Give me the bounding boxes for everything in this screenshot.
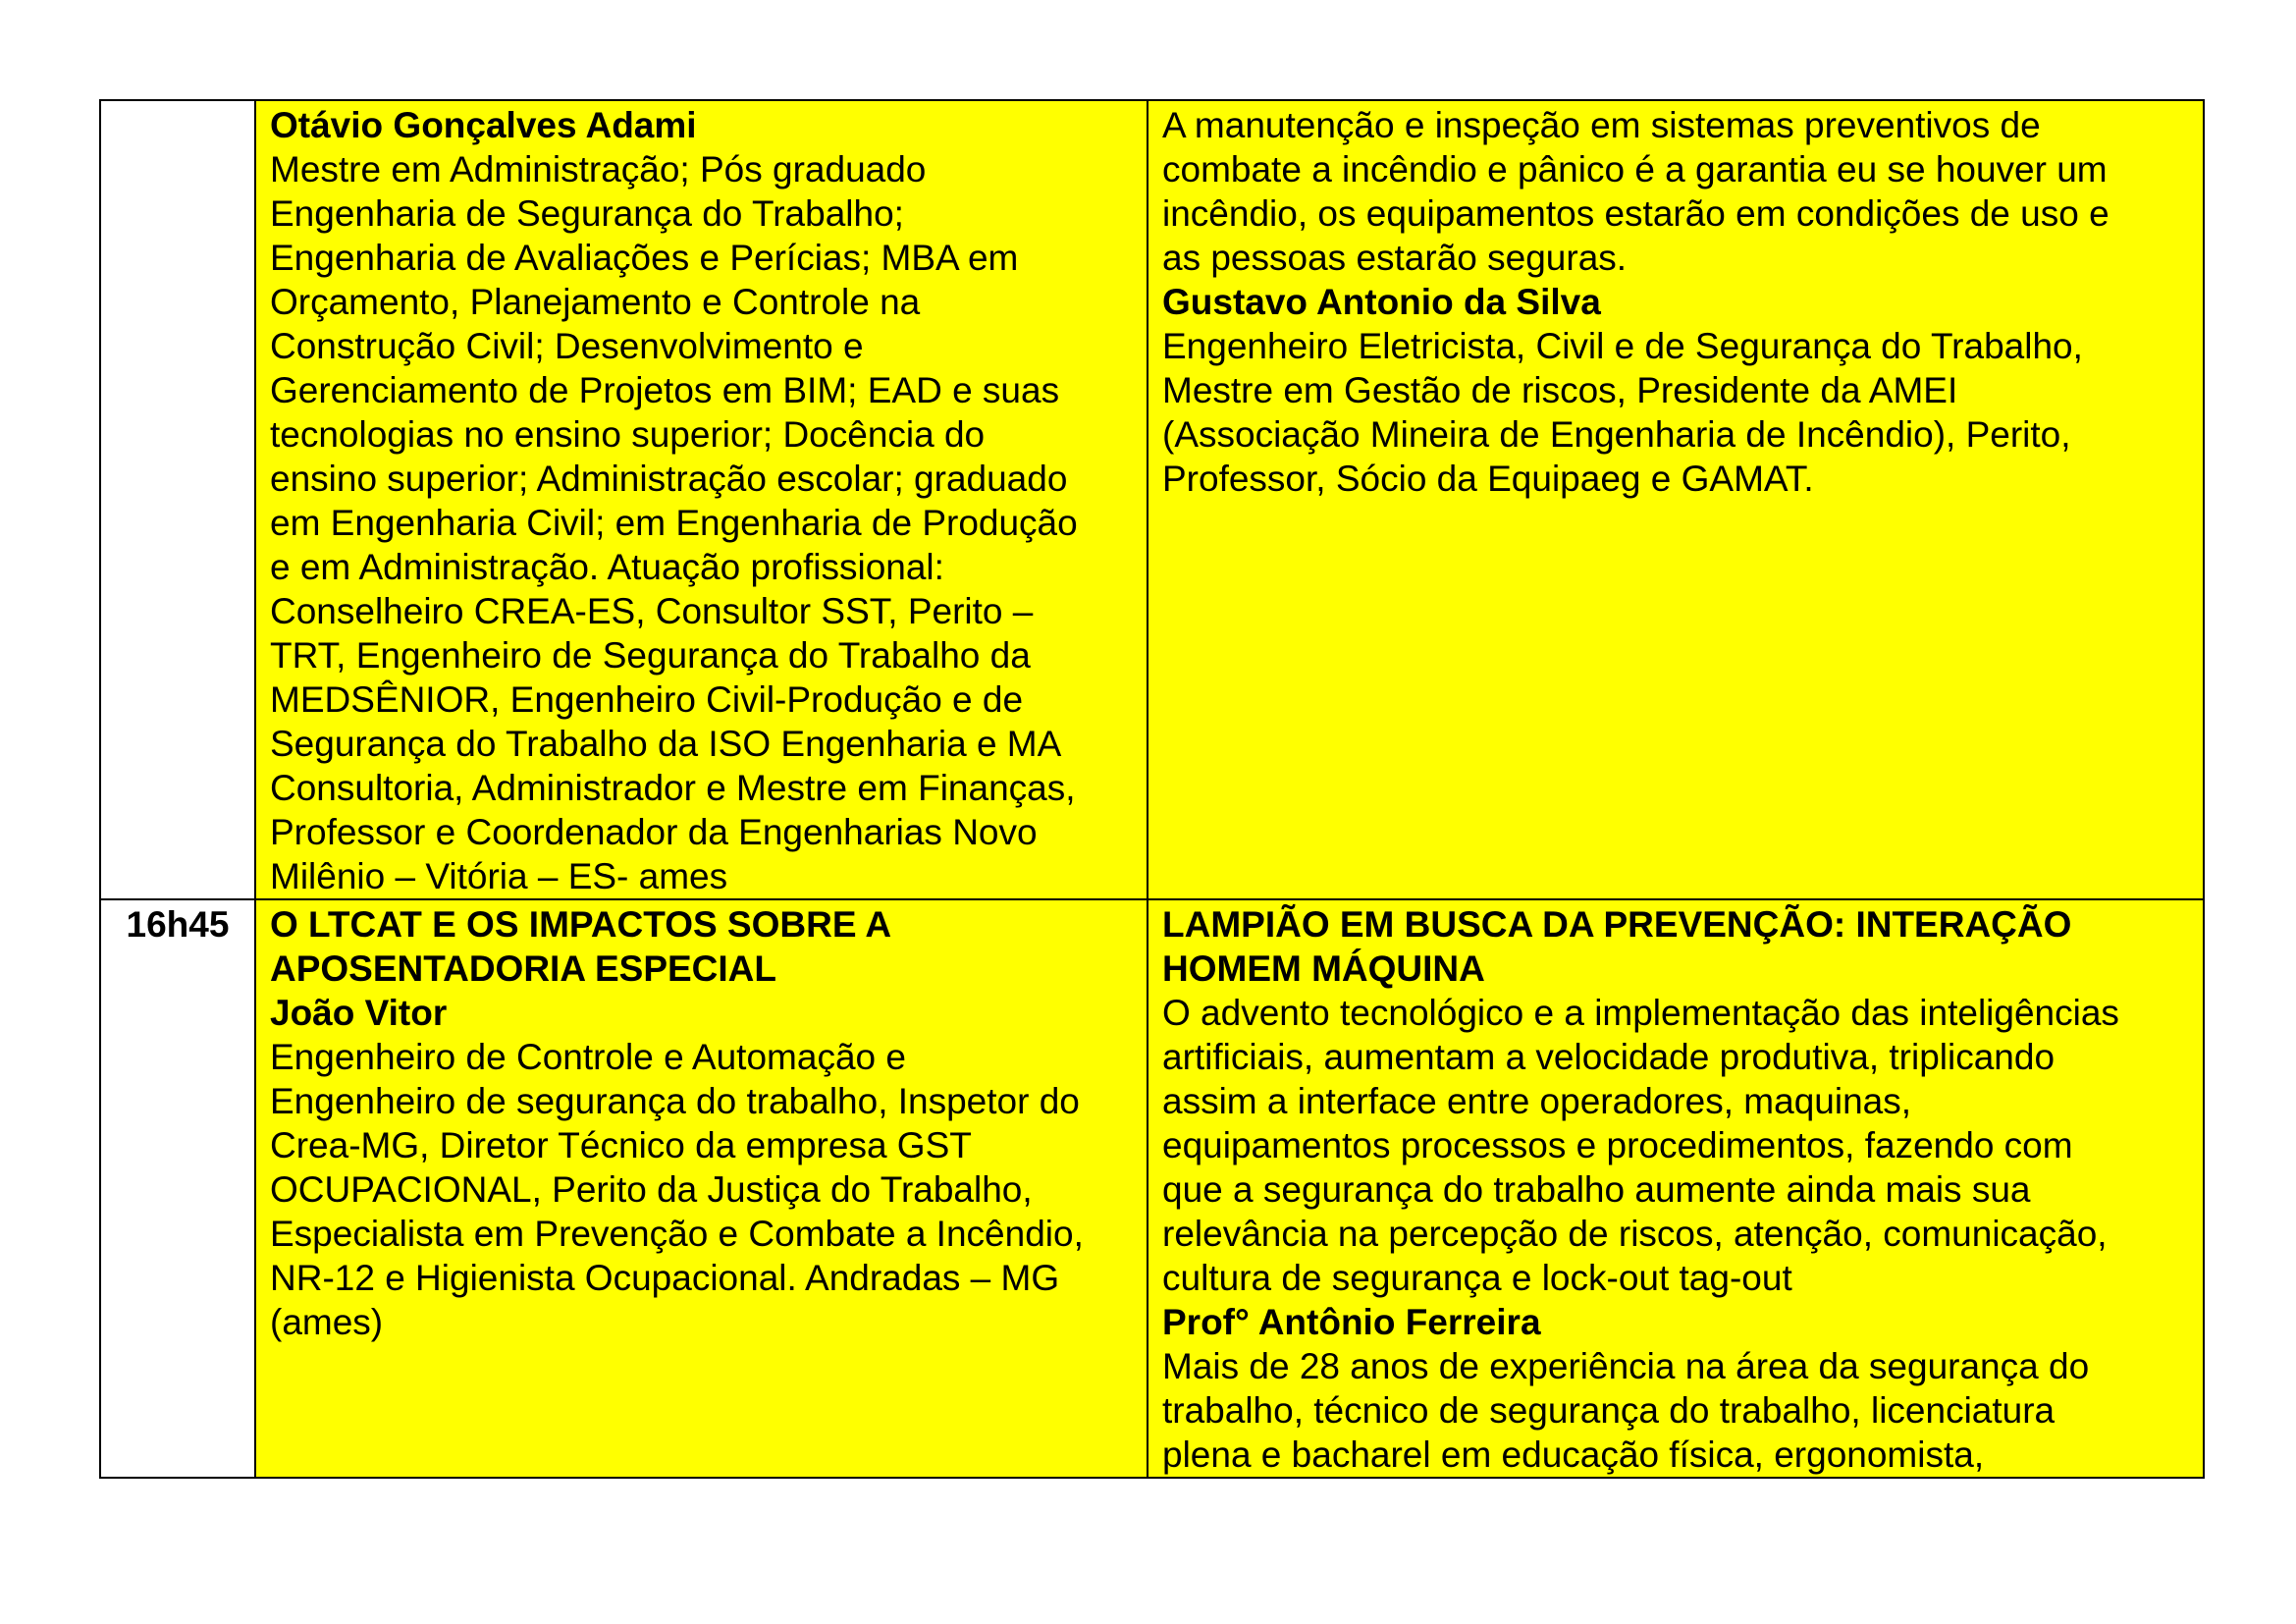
bio-line: Construção Civil; Desenvolvimento e [270, 326, 864, 366]
bio-line: Segurança do Trabalho da ISO Engenharia e MA [270, 724, 1062, 764]
summary-line: relevância na percepção de riscos, atenção, comunicação, [1162, 1214, 2108, 1254]
bio-line: Gerenciamento de Projetos em BIM; EAD e suas [270, 370, 1060, 410]
session-title-line: O LTCAT E OS IMPACTOS SOBRE A [270, 904, 892, 945]
bio-line: Mestre em Gestão de riscos, Presidente da AMEI [1162, 370, 1958, 410]
bio-line: MEDSÊNIOR, Engenheiro Civil-Produção e de [270, 679, 1024, 720]
session-cell-left [255, 100, 1148, 899]
summary-line: equipamentos processos e procedimentos, fazendo com [1162, 1125, 2073, 1165]
bio-line: Especialista em Prevenção e Combate a Incêndio, [270, 1214, 1084, 1254]
bio-line: Mais de 28 anos de experiência na área da segurança do [1162, 1346, 2090, 1386]
time-cell: 16h45 [100, 899, 255, 1478]
bio-line: Orçamento, Planejamento e Controle na [270, 282, 921, 322]
summary-line: que a segurança do trabalho aumente ainda mais sua [1162, 1169, 2031, 1210]
schedule-row [100, 899, 2204, 1478]
bio-line: OCUPACIONAL, Perito da Justiça do Trabalho, [270, 1169, 1033, 1210]
bio-line: tecnologias no ensino superior; Docência do [270, 414, 986, 455]
bio-line: Conselheiro CREA-ES, Consultor SST, Perito – [270, 591, 1034, 631]
bio-line: (ames) [270, 1302, 384, 1342]
session-cell-left [255, 899, 1148, 1478]
bio-line: Professor, Sócio da Equipaeg e GAMAT. [1162, 459, 1814, 499]
summary-line: as pessoas estarão seguras. [1162, 238, 1628, 278]
session-title-line: APOSENTADORIA ESPECIAL [270, 948, 776, 989]
session-cell-right [1148, 899, 2204, 1478]
bio-line: ensino superior; Administração escolar; graduado [270, 459, 1068, 499]
bio-line: Engenharia de Segurança do Trabalho; [270, 193, 904, 234]
bio-line: em Engenharia Civil; em Engenharia de Produção [270, 503, 1078, 543]
speaker-name: Gustavo Antonio da Silva [1162, 282, 1601, 322]
summary-line: assim a interface entre operadores, maquinas, [1162, 1081, 1912, 1121]
speaker-name: Prof° Antônio Ferreira [1162, 1302, 1541, 1342]
speaker-name: João Vitor [270, 993, 448, 1033]
session-title-line: HOMEM MÁQUINA [1162, 948, 1485, 989]
speaker-name: Otávio Gonçalves Adami [270, 105, 697, 145]
bio-line: Milênio – Vitória – ES- ames [270, 856, 728, 896]
bio-line: plena e bacharel em educação física, ergonomista, [1162, 1435, 1985, 1475]
summary-line: artificiais, aumentam a velocidade produtiva, triplicando [1162, 1037, 2056, 1077]
session-cell-right [1148, 100, 2204, 899]
bio-line: NR-12 e Higienista Ocupacional. Andradas – MG [270, 1258, 1060, 1298]
schedule-table [99, 99, 2205, 1479]
time-cell [100, 100, 255, 899]
bio-line: Engenheiro Eletricista, Civil e de Segurança do Trabalho, [1162, 326, 2083, 366]
bio-line: Engenheiro de segurança do trabalho, Inspetor do [270, 1081, 1080, 1121]
bio-line: TRT, Engenheiro de Segurança do Trabalho da [270, 635, 1031, 676]
bio-line: Professor e Coordenador da Engenharias Novo [270, 812, 1038, 852]
bio-line: Engenheiro de Controle e Automação e [270, 1037, 906, 1077]
bio-line: trabalho, técnico de segurança do trabalho, licenciatura [1162, 1390, 2056, 1431]
summary-line: O advento tecnológico e a implementação das inteligências [1162, 993, 2119, 1033]
bio-line: Crea-MG, Diretor Técnico da empresa GST [270, 1125, 972, 1165]
bio-line: Engenharia de Avaliações e Perícias; MBA em [270, 238, 1019, 278]
summary-line: combate a incêndio e pânico é a garantia eu se houver um [1162, 149, 2108, 189]
bio-line: (Associação Mineira de Engenharia de Incêndio), Perito, [1162, 414, 2071, 455]
bio-line: Mestre em Administração; Pós graduado [270, 149, 927, 189]
session-title-line: LAMPIÃO EM BUSCA DA PREVENÇÃO: INTERAÇÃO [1162, 904, 2072, 945]
summary-line: cultura de segurança e lock-out tag-out [1162, 1258, 1792, 1298]
summary-line: incêndio, os equipamentos estarão em condições de uso e [1162, 193, 2109, 234]
summary-line: A manutenção e inspeção em sistemas preventivos de [1162, 105, 2041, 145]
schedule-row [100, 100, 2204, 899]
bio-line: e em Administração. Atuação profissional: [270, 547, 944, 587]
bio-line: Consultoria, Administrador e Mestre em Finanças, [270, 768, 1076, 808]
